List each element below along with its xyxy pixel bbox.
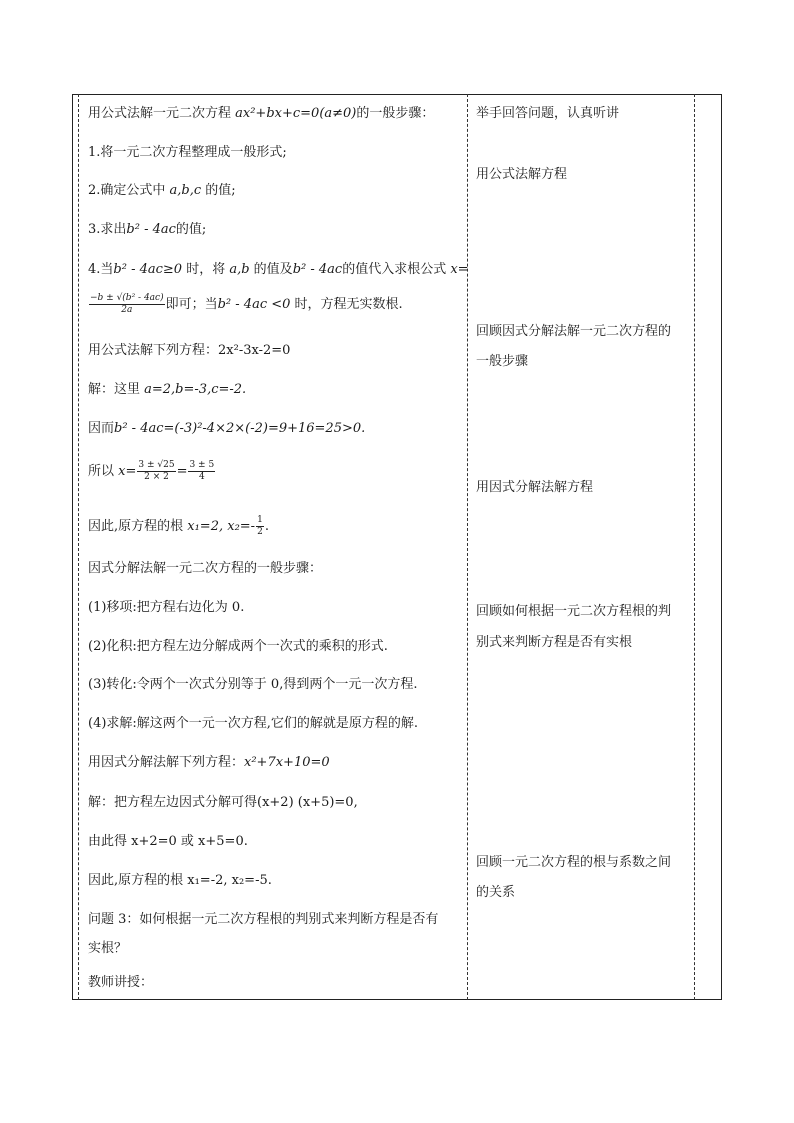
formula-example-prompt: 用公式法解下列方程：2x²-3x-2=0 [88,343,291,358]
student-activity-6-line-1: 回顾一元二次方程的根与系数之间 [476,855,672,870]
step-2: 2.确定公式中 a,b,c 的值; [88,183,236,198]
root-fraction: $\frac{1}{2}$ [257,515,263,537]
student-activity-5-line-2: 别式来判断方程是否有实根 [476,635,633,650]
step-4-line-1: 4.当b² - 4ac≥0 时，将 a,b 的值及b² - 4ac的值代入求根公式 x= [88,262,469,277]
table-top-border [72,94,722,95]
table-bottom-border [72,999,722,1000]
student-activity-3-line-2: 一般步骤 [476,354,529,369]
student-activity-1: 举手回答问题，认真听讲 [476,106,620,121]
quadratic-formula-fraction: $\frac{\text{−b ± √(b² - 4ac)}}{2a}$ [90,293,164,315]
substitution-fraction-2: $\frac{3 \pm 5}{4}$ [189,460,215,482]
step-1: 1.将一元二次方程整理成一般形式; [88,145,287,160]
student-activity-3-line-1: 回顾因式分解法解一元二次方程的 [476,324,672,339]
factor-example-prompt: 用因式分解法解下列方程：x²+7x+10=0 [88,755,330,770]
student-activity-6-line-2: 的关系 [476,885,516,900]
formula-method-steps-heading: 用公式法解一元二次方程 ax²+bx+c=0(a≠0)的一般步骤： [88,106,435,121]
table-right-border [721,94,722,1000]
formula-example-roots: 因此,原方程的根 x₁=2, x₂=- $\frac{1}{2}$ . [88,515,269,537]
student-activity-2: 用公式法解方程 [476,167,568,182]
formula-example-substitution: 所以 x= $\frac{3 \pm √25}{2 \times 2}$ = $\frac{3 \pm 5}{4}$ [88,460,215,482]
formula-example-discriminant: 因而b² - 4ac=(-3)²-4×2×(-2)=9+16=25>0. [88,421,366,436]
factor-step-1: (1)移项:把方程右边化为 0. [88,600,245,615]
step-3: 3.求出b² - 4ac的值; [88,222,207,237]
factor-example-step: 解：把方程左边因式分解可得(x+2) (x+5)=0, [88,795,358,810]
formula-example-coefficients: 解：这里 a=2,b=-3,c=-2. [88,382,247,397]
substitution-fraction-1: $\frac{3 \pm √25}{2 \times 2}$ [138,460,175,482]
table-left-border [72,94,73,1000]
factor-example-split: 由此得 x+2=0 或 x+5=0. [88,834,248,849]
factor-step-2: (2)化积:把方程左边分解成两个一次式的乘积的形式. [88,639,388,654]
student-activity-5-line-1: 回顾如何根据一元二次方程根的判 [476,604,672,619]
question-3-line-2: 实根？ [88,941,128,956]
left-dashed-divider [78,94,79,1000]
factor-method-steps-heading: 因式分解法解一元二次方程的一般步骤： [88,561,323,576]
factor-step-4: (4)求解:解这两个一元一次方程,它们的解就是原方程的解. [88,716,419,731]
factor-step-3: (3)转化:令两个一次式分别等于 0,得到两个一元一次方程. [88,677,418,692]
teacher-lecture-label: 教师讲授： [88,975,154,990]
step-4-line-2: $\frac{\text{−b ± √(b² - 4ac)}}{2a}$ 即可；当b² - 4ac <0 时，方程无实数根. [90,293,403,315]
student-activity-4: 用因式分解法解方程 [476,480,594,495]
factor-example-roots: 因此,原方程的根 x₁=-2, x₂=-5. [88,873,272,888]
middle-dashed-divider [467,94,468,1000]
question-3-line-1: 问题 3：如何根据一元二次方程根的判别式来判断方程是否有 [88,912,439,927]
right-dashed-divider [694,94,695,1000]
